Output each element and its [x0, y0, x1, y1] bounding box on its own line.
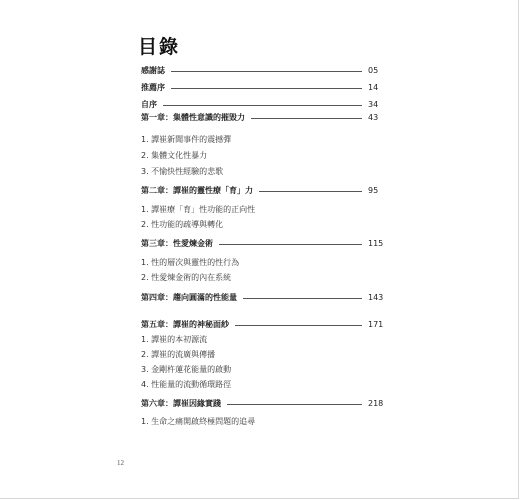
leader-line — [219, 244, 362, 245]
toc-subentry: 3. 不愉快性經驗的悲歌 — [141, 167, 224, 176]
toc-entry-label: 第五章：譚崔的神秘面紗 — [141, 319, 229, 329]
toc-entry-page: 43 — [368, 112, 379, 122]
toc-entry-label: 第六章：譚崔因緣實踐 — [141, 398, 221, 408]
leader-line — [171, 71, 362, 72]
toc-subentry: 4. 性能量的流動循環路徑 — [141, 380, 232, 389]
toc-entry-chapter-3 — [141, 236, 386, 250]
leader-line — [171, 88, 362, 89]
toc-entry-label: 第四章：趨向圓滿的性能量 — [141, 292, 237, 302]
toc-entry-label: 第三章：性愛煉金術 — [141, 238, 213, 248]
toc-entry-label: 第一章：集體性意識的摧毀力 — [141, 112, 245, 122]
toc-entry-chapter-5 — [141, 317, 386, 331]
toc-entry-label: 感謝誌 — [141, 65, 165, 75]
toc-subentry: 3. 金剛杵蓮花能量的啟動 — [141, 365, 232, 374]
toc-entry-chapter-6 — [141, 396, 386, 410]
toc-entry-page: 115 — [368, 238, 384, 248]
page-title: 目錄 — [138, 36, 181, 58]
toc-subentry: 1. 譚崔療「育」性功能的正向性 — [141, 205, 256, 214]
leader-line — [227, 404, 362, 405]
toc-subentry: 1. 生命之痛開啟終極問題的追尋 — [141, 417, 256, 426]
toc-entry-page: 218 — [368, 398, 384, 408]
toc-subentry: 2. 譚崔的流廣與傳播 — [141, 350, 216, 359]
toc-entry-chapter-2 — [141, 183, 386, 197]
toc-entry-preface — [141, 97, 386, 111]
toc-entry-label: 第二章：譚崔的靈性療「育」力 — [141, 185, 253, 195]
toc-subentry: 1. 譚崔新聞事件的震撼彈 — [141, 135, 232, 144]
toc-entry-page: 34 — [368, 99, 379, 109]
toc-entry-page: 05 — [368, 65, 379, 75]
leader-line — [259, 191, 362, 192]
toc-entry-acknowledgements — [141, 63, 386, 77]
leader-line — [235, 325, 362, 326]
toc-entry-chapter-4 — [141, 290, 386, 304]
leader-line — [251, 118, 362, 119]
toc-entry-foreword — [141, 80, 386, 94]
toc-subentry: 2. 性功能的疏導與轉化 — [141, 220, 224, 229]
toc-subentry: 2. 集體文化性暴力 — [141, 151, 208, 160]
page-number: 12 — [117, 459, 124, 467]
toc-subentry: 2. 性愛煉金術的內在系統 — [141, 273, 232, 282]
toc-subentry: 1. 譚崔的本初源流 — [141, 335, 208, 344]
toc-entry-label: 推薦序 — [141, 82, 165, 92]
toc-entry-page: 171 — [368, 319, 384, 329]
toc-entry-label: 自序 — [141, 99, 157, 109]
leader-line — [163, 105, 362, 106]
toc-entry-chapter-1 — [141, 110, 386, 124]
toc-entry-page: 143 — [368, 292, 384, 302]
toc-entry-page: 14 — [368, 82, 379, 92]
toc-entry-page: 95 — [368, 185, 379, 195]
toc-subentry: 1. 性的層次與靈性的性行為 — [141, 258, 240, 267]
leader-line — [243, 298, 362, 299]
